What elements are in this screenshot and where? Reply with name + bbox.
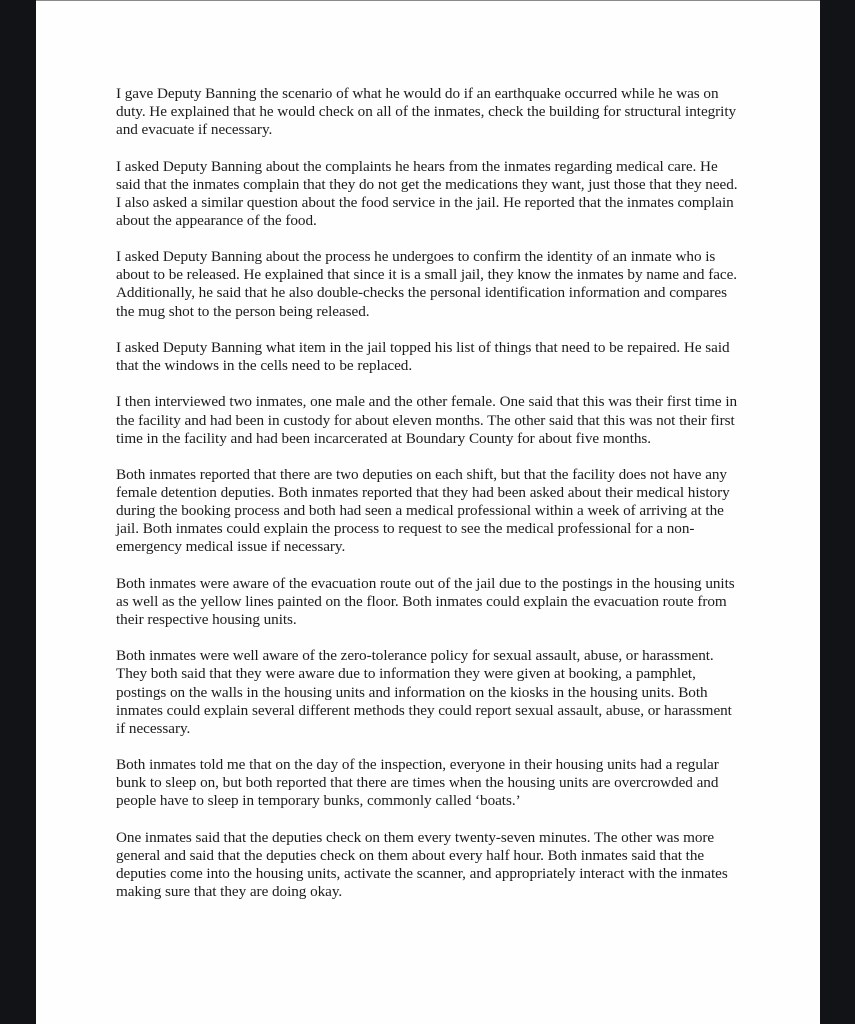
paragraph-earthquake-scenario: I gave Deputy Banning the scenario of what he would do if an earthquake occurred while he was on duty. He explained that he would check on all of the inmates, check the building for structural integrity and evacuate if necessary. (116, 85, 737, 139)
paragraph-deputy-checks: One inmates said that the deputies check on them every twenty-seven minutes. The other was more general and said that the deputies check on them about every half hour. Both inmates said that the deputies come into the housing units, activate the scanner, and appropriately interact with the inmates making sure that they are doing okay. (116, 828, 728, 900)
paragraph-inmate-interviews: I then interviewed two inmates, one male and the other female. One said that this was their first time in the facility and had been in custody for about eleven months. The other said that this was not their first time in the facility and had been incarcerated at Boundary County for about five months. (116, 393, 738, 447)
paragraph-medical-complaints: I asked Deputy Banning about the complaints he hears from the inmates regarding medical care. He said that the inmates complain that they do not get the medications they want, just those that they need. I also asked a similar question about the food service in the jail. He reported that the inmates complain about the appearance of the food. (116, 157, 738, 229)
paragraph-repairs: I asked Deputy Banning what item in the jail topped his list of things that need to be repaired. He said that the windows in the cells need to be replaced. (116, 338, 730, 375)
paragraph-deputies-medical: Both inmates reported that there are two deputies on each shift, but that the facility does not have any female detention deputies. Both inmates reported that they had been asked about their medical history during the booking process and both had seen a medical professional within a week of arriving at the jail. Both inmates could explain the process to request to see the medical professional for a non-emergency medical issue if necessary. (116, 465, 730, 556)
paragraph-evacuation-route: Both inmates were aware of the evacuation route out of the jail due to the postings in the housing units as well as the yellow lines painted on the floor. Both inmates could explain the evacuation route from their respective housing units. (116, 574, 735, 628)
paragraph-bunks: Both inmates told me that on the day of the inspection, everyone in their housing units had a regular bunk to sleep on, but both reported that there are times when the housing units are overcrowded and people have to sleep in temporary bunks, commonly called ‘boats.’ (116, 756, 719, 810)
document-page (36, 0, 820, 1024)
page-content (116, 85, 741, 919)
paragraph-release-identity: I asked Deputy Banning about the process he undergoes to confirm the identity of an inmate who is about to be released. He explained that since it is a small jail, they know the inmates by name and face. Additionally, he said that he also double-checks the personal identification information and compares the mug shot to the person being released. (116, 248, 738, 320)
paragraph-zero-tolerance: Both inmates were well aware of the zero-tolerance policy for sexual assault, abuse, or harassment. They both said that they were aware due to information they were given at booking, a pamphlet, postings on the walls in the housing units and information on the kiosks in the housing units. Both inmates could explain several different methods they could report sexual assault, abuse, or harassment if necessary. (116, 647, 732, 737)
